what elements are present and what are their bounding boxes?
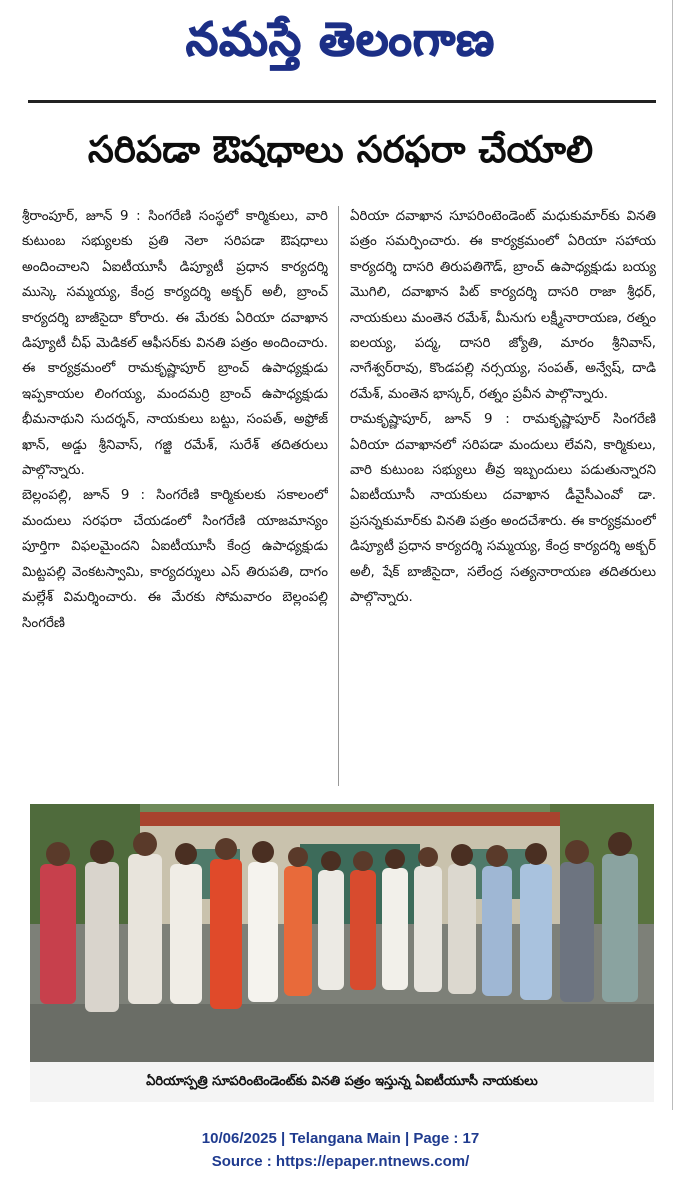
page-edge-line (672, 0, 673, 1110)
masthead (0, 6, 681, 72)
footer-date-edition: 10/06/2025 | Telangana Main | Page : 17 (201, 1130, 480, 1147)
article-column-right (350, 204, 656, 794)
article-column-left (22, 204, 328, 794)
paragraph-bellampalli-cont: ఏరియా దవాఖాన సూపరింటెండెంట్ మధుకుమార్‌కు వినతి పత్రం సమర్పించారు. ఈ కార్యక్రమంలో ఏరియా సహాయ కార్యదర్శి దాసరి తిరుపతిగౌడ్, బ్రాంచ్ ఉపాధ్యక్షుడు బయ్య మొగిలి, దవాఖాన పిట్ కార్యదర్శి దాసరి రాజా శ్రీధర్, నాయకులు మంతెన రమేశ్, మీనుగు లక్ష్మీనారాయణ, రత్నం ఐలయ్య, పద్మ, దాసరి జ్యోతి, మారం శ్రీనివాస్, నాగేశ్వర్‌రావు, కొండపల్లి నర్సయ్య, సంపత్, అన్వేష్, దాడి రమేశ్, మంతెన భాస్కర్, రత్నం ప్రవీన పాల్గొన్నారు. (350, 209, 656, 402)
column-divider (338, 206, 339, 786)
paragraph-srirampur: శ్రీరాంపూర్, జూన్ 9 : సింగరేణి సంస్థలో కార్మికులు, వారి కుటుంబ సభ్యులకు ప్రతి నెలా సరిపడా ఔషధాలు అందించాలని ఏఐటీయూసీ డిప్యూటీ ప్రధాన కార్యదర్శి ముస్కె సమ్మయ్య, కేంద్ర కార్యదర్శి అక్బర్ అలీ, బ్రాంచ్ కార్యదర్శి బాజీసైదా కోరారు. ఈ మేరకు ఏరియా దవాఖాన డిప్యూటీ చీఫ్ మెడికల్ ఆఫీసర్‌కు వినతి పత్రం అందించారు. ఈ కార్యక్రమంలో రామకృష్ణాపూర్ బ్రాంచ్ ఉపాధ్యక్షుడు ఇప్పకాయల లింగయ్య, మందమర్రి బ్రాంచ్ ఉపాధ్యక్షుడు భీమనాథుని సుదర్శన్, నాయకులు బట్టు, సంపత్, అఫ్రోజ్ ఖాన్, అడ్డు శ్రీనివాస్, గజ్జి రమేశ్, సురేశ్ తదితరులు పాల్గొన్నారు. (22, 209, 328, 479)
photo-caption: ఏరియాస్పత్రి సూపరింటెండెంట్‌కు వినతి పత్రం ఇస్తున్న ఏఐటీయూసీ నాయకులు (30, 1062, 654, 1102)
footer-source-link[interactable]: Source : https://epaper.ntnews.com/ (211, 1153, 470, 1170)
article-headline: సరిపడా ఔషధాలు సరఫరా చేయాలి (87, 128, 594, 171)
paragraph-bellampalli: బెల్లంపల్లి, జూన్ 9 : సింగరేణి కార్మికులకు సకాలంలో మందులు సరఫరా చేయడంలో సింగరేణి యాజమాన్యం పూర్తిగా విఫలమైందని ఏఐటీయూసీ కేంద్ర ఉపాధ్యక్షుడు మిట్టపల్లి వెంకటస్వామి, కార్యదర్శులు ఎస్ తిరుపతి, దాగం మల్లేశ్ విమర్శించారు. ఈ మేరకు సోమవారం బెల్లంపల్లి సింగరేణి (22, 488, 328, 631)
paragraph-ramakrishnapur: రామకృష్ణాపూర్, జూన్ 9 : రామకృష్ణాపూర్ సింగరేణి ఏరియా దవాఖానలో సరిపడా మందులు లేవని, కార్మికులు, వారి కుటుంబ సభ్యులు తీవ్ర ఇబ్బందులు పడుతున్నారని ఏఐటీయూసీ నాయకులు దవాఖాన డీవైసీఎంవో డా. ప్రసన్నకుమార్‌కు వినతి పత్రం అందచేశారు. ఈ కార్యక్రమంలో డిప్యూటీ ప్రధాన కార్యదర్శి సమ్మయ్య, కేంద్ర కార్యదర్శి అక్బర్ అలీ, షేక్ బాజీసైదా, సలేంద్ర సత్యనారాయణ తదితరులు పాల్గొన్నారు. (350, 412, 656, 606)
news-photo (30, 804, 654, 1062)
top-rule (28, 100, 656, 103)
group-photo-illustration (30, 804, 654, 1062)
newspaper-logo: నమస్తే తెలంగాణ (185, 12, 496, 66)
